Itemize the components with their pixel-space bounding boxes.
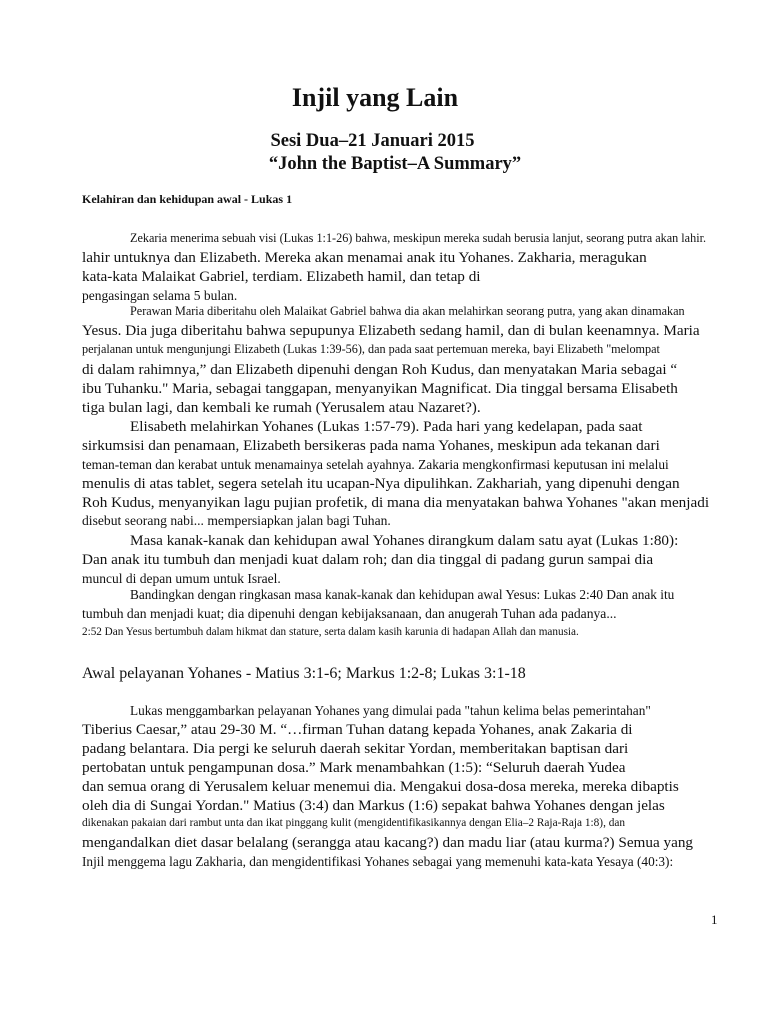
body-line: pengasingan selama 5 bulan. [82,288,238,303]
body-line: Yesus. Dia juga diberitahu bahwa sepupunya Elizabeth sedang hamil, dan di bulan keenamnya. Maria [82,322,700,339]
body-line: tiga bulan lagi, dan kembali ke rumah (Yerusalem atau Nazaret?). [82,399,481,416]
body-line: tumbuh dan menjadi kuat; dia dipenuhi dengan kebijaksanaan, dan anugerah Tuhan ada padanya... [82,606,617,621]
body-line: mengandalkan diet dasar belalang (serangga atau kacang?) dan madu liar (atau kurma?) Semua yang [82,834,694,851]
body-line: Tiberius Caesar,” atau 29-30 M. “…firman Tuhan datang kepada Yohanes, anak Zakaria di [82,721,633,738]
body-line: Injil menggema lagu Zakharia, dan mengidentifikasi Yohanes sebagai yang memenuhi kata-kata Yesaya (40:3): [82,854,674,869]
session-topic-subtitle: “John the Baptist–A Summary” [268,154,522,174]
body-line: muncul di depan umum untuk Israel. [82,571,281,586]
section-heading-ministry: Awal pelayanan Yohanes - Matius 3:1-6; Markus 1:2-8; Lukas 3:1-18 [82,665,526,682]
body-line: 2:52 Dan Yesus bertumbuh dalam hikmat dan stature, serta dalam kasih karunia di hadapan Allah dan manusia. [82,626,579,638]
page-number: 1 [711,912,718,927]
body-line: disebut seorang nabi... mempersiapkan jalan bagi Tuhan. [82,513,391,528]
body-line: di dalam rahimnya,” dan Elizabeth dipenuhi dengan Roh Kudus, dan menyatakan Maria sebagai “ [82,361,678,378]
body-line: Zekaria menerima sebuah visi (Lukas 1:1-26) bahwa, meskipun mereka sudah berusia lanjut, seorang putra akan lahir. [130,231,707,245]
body-line: ibu Tuhanku." Maria, sebagai tanggapan, menyanyikan Magnificat. Dia tinggal bersama Elisabeth [82,380,678,397]
body-line: lahir untuknya dan Elizabeth. Mereka akan menamai anak itu Yohanes. Zakharia, meragukan [82,249,647,266]
session-date-subtitle: Sesi Dua–21 Januari 2015 [270,131,475,151]
body-line: pertobatan untuk pengampunan dosa.” Mark menambahkan (1:5): “Seluruh daerah Yudea [82,759,626,776]
body-line: Perawan Maria diberitahu oleh Malaikat Gabriel bahwa dia akan melahirkan seorang putra, yang akan dinamakan [130,304,685,318]
body-line: kata-kata Malaikat Gabriel, terdiam. Elizabeth hamil, dan tetap di [82,268,481,285]
body-line: dan semua orang di Yerusalem keluar menemui dia. Mengakui dosa-dosa mereka, mereka dibaptis [82,778,679,795]
body-line: oleh dia di Sungai Yordan." Matius (3:4) dan Markus (1:6) sepakat bahwa Yohanes dengan jelas [82,797,665,814]
body-line: perjalanan untuk mengunjungi Elizabeth (Lukas 1:39-56), dan pada saat pertemuan mereka, bayi Elizabeth "melompat [82,342,660,356]
body-line: teman-teman dan kerabat untuk menamainya setelah ayahnya. Zakaria mengkonfirmasi keputusan ini melalui [82,457,669,472]
body-line: dikenakan pakaian dari rambut unta dan ikat pinggang kulit (mengidentifikasikannya dengan Elia–2 Raja-Raja 1:8), dan [82,817,626,829]
body-line: Elisabeth melahirkan Yohanes (Lukas 1:57-79). Pada hari yang kedelapan, pada saat [130,418,643,435]
body-line: padang belantara. Dia pergi ke seluruh daerah sekitar Yordan, memberitakan baptisan dari [82,740,629,757]
document-title: Injil yang Lain [291,83,459,112]
body-line: Bandingkan dengan ringkasan masa kanak-kanak dan kehidupan awal Yesus: Lukas 2:40 Dan anak itu [130,587,675,602]
body-line: Lukas menggambarkan pelayanan Yohanes yang dimulai pada "tahun kelima belas pemerintahan" [130,703,651,718]
body-line: menulis di atas tablet, segera setelah itu ucapan-Nya dipulihkan. Zakhariah, yang dipenuhi dengan [82,475,680,492]
section-heading-birth: Kelahiran dan kehidupan awal - Lukas 1 [82,192,293,206]
body-line: Dan anak itu tumbuh dan menjadi kuat dalam roh; dan dia tinggal di padang gurun sampai dia [82,551,654,568]
body-line: Roh Kudus, menyanyikan lagu pujian profetik, di mana dia menyatakan bahwa Yohanes "akan menjadi [82,494,710,511]
body-line: sirkumsisi dan penamaan, Elizabeth bersikeras pada nama Yohanes, meskipun ada tekanan dari [82,437,660,454]
body-line: Masa kanak-kanak dan kehidupan awal Yohanes dirangkum dalam satu ayat (Lukas 1:80): [130,532,679,549]
